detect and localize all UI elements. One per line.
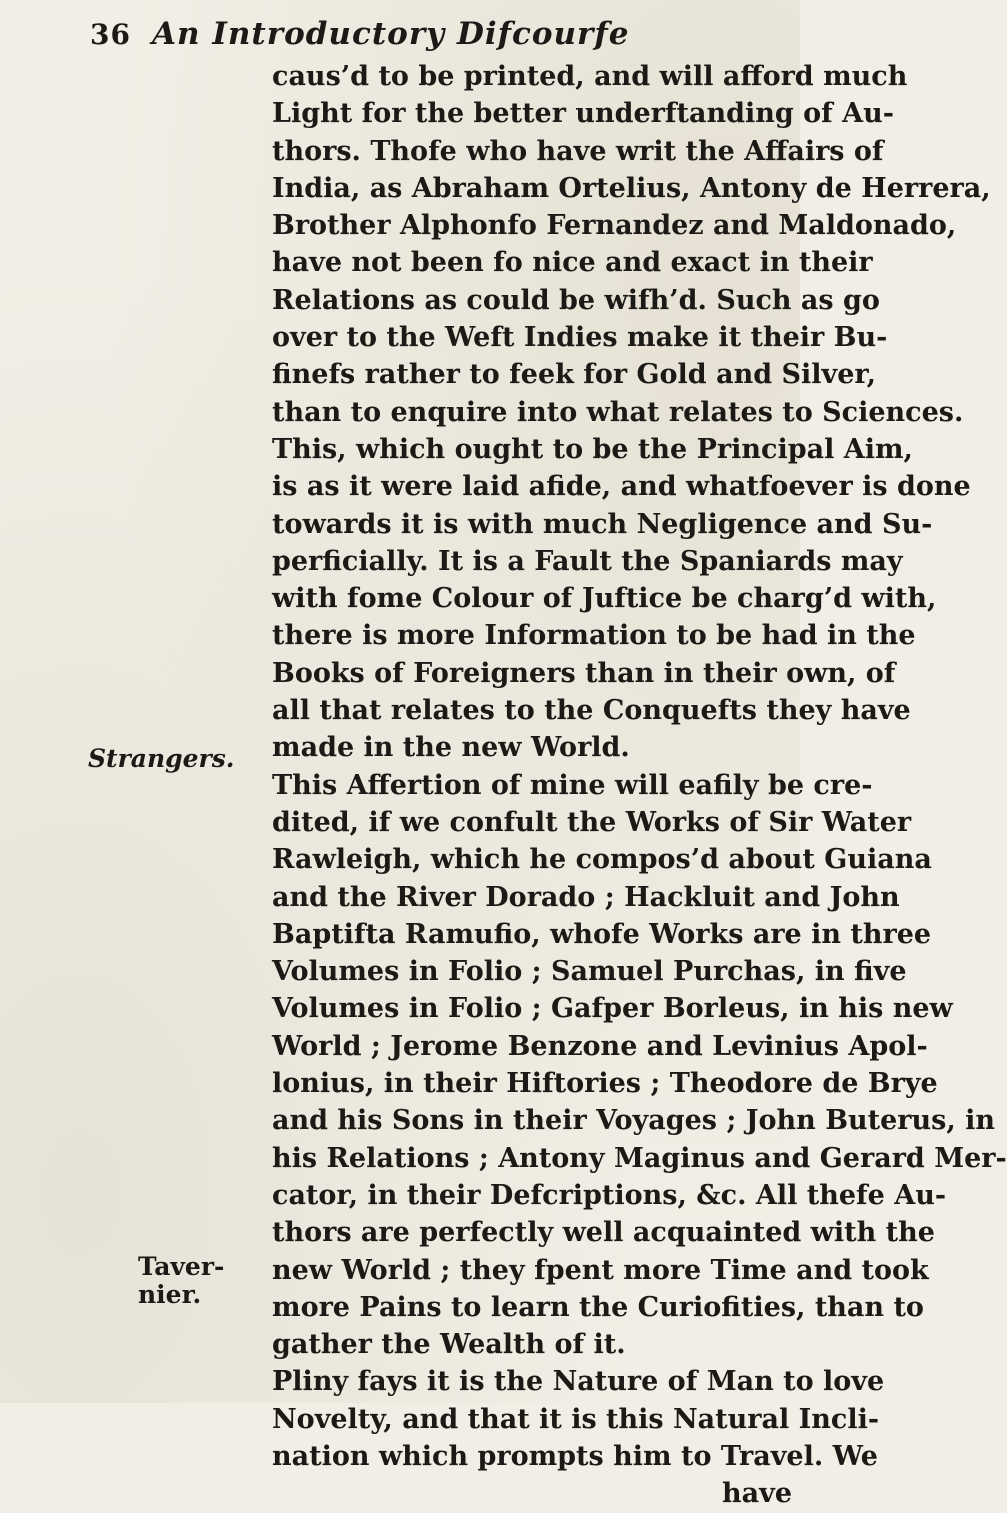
text-line: thors. Thofe who have writ the Affairs of xyxy=(272,135,884,167)
text-line: Volumes in Folio ; Gafper Borleus, in his new xyxy=(272,993,953,1025)
text-line: all that relates to the Conquefts they have xyxy=(272,695,911,727)
text-line: Pliny fays it is the Nature of Man to love xyxy=(272,1366,885,1398)
text-line: cator, in their Defcriptions, &c. All thefe Au- xyxy=(272,1179,947,1211)
text-line: is as it were laid afide, and whatfoever is done xyxy=(272,471,971,503)
text-line: nation which prompts him to Travel. We xyxy=(272,1440,878,1472)
text-line: This Affertion of mine will eafily be cre- xyxy=(272,769,873,801)
text-line: have not been fo nice and exact in their xyxy=(272,247,873,279)
text-line: Novelty, and that it is this Natural Incli- xyxy=(272,1403,880,1435)
margin-note-taverner xyxy=(138,1253,224,1309)
text-line: This, which ought to be the Principal Aim, xyxy=(272,433,913,465)
text-line: and his Sons in their Voyages ; John Buterus, in xyxy=(272,1105,996,1137)
text-line: caus’d to be printed, and will afford much xyxy=(272,61,908,92)
text-line: perficially. It is a Fault the Spaniards may xyxy=(272,545,903,577)
text-line: more Pains to learn the Curiofities, than to xyxy=(272,1291,924,1323)
page-number: 36 xyxy=(90,18,131,51)
text-line: Volumes in Folio ; Samuel Purchas, in five xyxy=(272,956,907,988)
text-line: Light for the better underftanding of Au- xyxy=(272,98,894,130)
text-line: than to enquire into what relates to Sciences. xyxy=(272,396,964,428)
margin-note-strangers: Strangers. xyxy=(88,744,235,773)
text-line: and the River Dorado ; Hackluit and John xyxy=(272,881,900,913)
margin-note-taverner-line-1: Taver- xyxy=(138,1252,225,1281)
text-line: made in the new World. xyxy=(272,732,630,764)
text-line: Brother Alphonfo Fernandez and Maldonado, xyxy=(272,210,957,242)
text-line: with fome Colour of Juftice be charg’d with, xyxy=(272,583,937,615)
text-line: Baptifta Ramufio, whofe Works are in three xyxy=(272,918,932,950)
margin-note-taverner-line-2: nier. xyxy=(138,1280,202,1309)
text-line: gather the Wealth of it. xyxy=(272,1329,626,1361)
text-line: Rawleigh, which he compos’d about Guiana xyxy=(272,844,932,876)
text-line: Books of Foreigners than in their own, of xyxy=(272,657,896,689)
text-line: finefs rather to feek for Gold and Silver, xyxy=(272,359,877,391)
body-text xyxy=(272,58,1007,1513)
text-line: Relations as could be wifh’d. Such as go xyxy=(272,284,880,316)
text-line: thors are perfectly well acquainted with the xyxy=(272,1217,935,1249)
text-line: India, as Abraham Ortelius, Antony de Herrera, xyxy=(272,172,991,204)
text-line: towards it is with much Negligence and Su- xyxy=(272,508,933,540)
page-header xyxy=(90,18,770,58)
text-line: there is more Information to be had in the xyxy=(272,620,916,652)
catchword: have xyxy=(722,1478,792,1510)
text-line: World ; Jerome Benzone and Levinius Apol- xyxy=(272,1030,928,1062)
text-line: his Relations ; Antony Maginus and Gerard Mer- xyxy=(272,1142,1007,1174)
running-head: An Introductory Difcourfe xyxy=(152,16,630,52)
text-line: new World ; they fpent more Time and took xyxy=(272,1254,929,1286)
text-line: over to the Weft Indies make it their Bu- xyxy=(272,322,888,354)
text-line: lonius, in their Hiftories ; Theodore de Brye xyxy=(272,1068,938,1100)
text-line: dited, if we confult the Works of Sir Water xyxy=(272,806,912,838)
